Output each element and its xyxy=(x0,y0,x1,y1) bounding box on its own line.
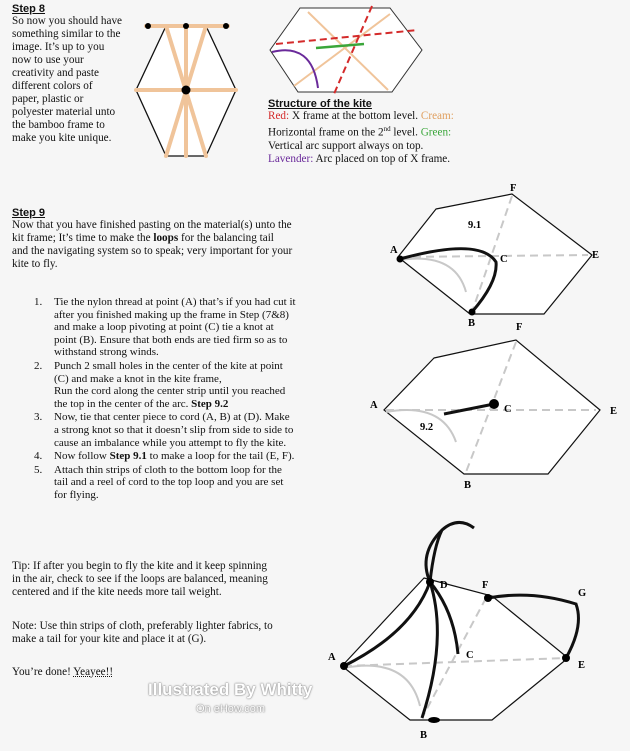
loop-diagram-9-2 xyxy=(360,318,622,492)
label-e: E xyxy=(578,660,586,671)
instruction-item: 4. Now follow Step 9.1 to make a loop for the tail (E, F). xyxy=(34,450,295,463)
label-c: C xyxy=(466,650,474,661)
label-c: C xyxy=(500,254,508,265)
step8-line: something similar to the xyxy=(12,28,121,40)
knot-dot xyxy=(223,23,229,29)
tip-paragraph: Tip: If after you begin to fly the kite and it keep spinning in the air, check to see if the loops are balanced, meaning centered and if the kite needs more tail weight. xyxy=(12,560,268,598)
label-a: A xyxy=(328,652,336,663)
step8-line: different colors of xyxy=(12,80,93,92)
instruction-item: 1. Tie the nylon thread at point (A) that’s if you had cut it after you finished making up the frame in Step (7&8) and make a loop pivoting at point (C) tie a knot at point (B). Ensure that both ends are tied firm so as to withstand strong winds. xyxy=(34,296,296,359)
center-knot xyxy=(489,399,499,409)
label-g: G xyxy=(578,588,587,599)
label-e: E xyxy=(592,250,600,261)
label-a: A xyxy=(390,245,398,256)
label-b: B xyxy=(464,480,472,491)
label-c: C xyxy=(504,404,512,415)
label-e: E xyxy=(610,406,618,417)
instruction-item: 3. Now, tie that center piece to cord (A, B) at (D). Make a strong knot so that it doesn’t slip from side to side to cause an imbalance while you attempt to fly the kite. xyxy=(34,411,294,449)
instruction-item: 5. Attach thin strips of cloth to the bottom loop for the tail and a reel of cord to the top loop and you are set for flying. xyxy=(34,463,284,501)
step8-line: now to use your xyxy=(12,54,84,66)
step8-line: make you kite unique. xyxy=(12,132,112,144)
step-label-9-1: 9.1 xyxy=(468,220,482,231)
green-label: Green: xyxy=(420,126,452,139)
label-f: F xyxy=(516,322,523,333)
loop-diagram-9-1 xyxy=(360,182,610,330)
step-label-9-2: 9.2 xyxy=(420,422,434,433)
watermark-subtitle: On eHow.com xyxy=(196,703,266,715)
knot-dot xyxy=(145,23,151,29)
step8-line: image. It’s up to you xyxy=(12,41,105,53)
step8-line: So now you should have xyxy=(12,15,123,27)
done-line: You’re done! Yeayee!! xyxy=(12,666,114,678)
step9-title: Step 9 xyxy=(12,207,46,219)
instruction-item: 2. Punch 2 small holes in the center of the kite at point (C) and make a knot in the kite frame, Run the cord along the center strip until you reached the top in the center of the arc. Step 9.2 xyxy=(34,359,286,410)
structure-title: Structure of the kite xyxy=(268,98,372,110)
knot-dot xyxy=(183,23,189,29)
step8-line: creativity and paste xyxy=(12,67,99,79)
cream-label: Cream: xyxy=(420,110,454,122)
label-b: B xyxy=(420,730,428,741)
final-kite-diagram xyxy=(322,506,622,746)
step8-line: polyester material unto xyxy=(12,106,116,118)
structure-legend: Structure of the kite Red: X frame at the bottom level. Cream: Horizontal frame on the 2nd level. Green: Vertical arc support always on top. Lavender: Arc placed on top of X frame. xyxy=(268,98,528,166)
note-paragraph: Note: Use thin strips of cloth, preferably lighter fabrics, to make a tail for your kite and place it at (G). xyxy=(12,620,273,645)
label-d: D xyxy=(440,580,448,591)
center-knot-dot xyxy=(182,86,191,95)
lavender-label: Lavender: xyxy=(268,152,314,165)
step8-line: the bamboo frame to xyxy=(12,119,105,131)
watermark-title: Illustrated By Whitty xyxy=(148,680,313,699)
step9-list xyxy=(34,296,364,503)
label-a: A xyxy=(370,400,378,411)
step9-intro: Step 9 Now that you have finished pasting on the material(s) unto the kit frame; It’s time to make the loops for the balancing tail and the navigating system so to speak; very important for your kite to fly. xyxy=(12,207,357,271)
label-f: F xyxy=(510,183,517,194)
step8-line: paper, plastic or xyxy=(12,93,84,105)
step8-title: Step 8 xyxy=(12,3,46,15)
label-b: B xyxy=(468,318,476,329)
hexagon-frame-diagram xyxy=(128,10,246,172)
red-label: Red: xyxy=(268,110,290,122)
kite-structure-diagram xyxy=(268,4,428,96)
label-f: F xyxy=(482,580,489,591)
